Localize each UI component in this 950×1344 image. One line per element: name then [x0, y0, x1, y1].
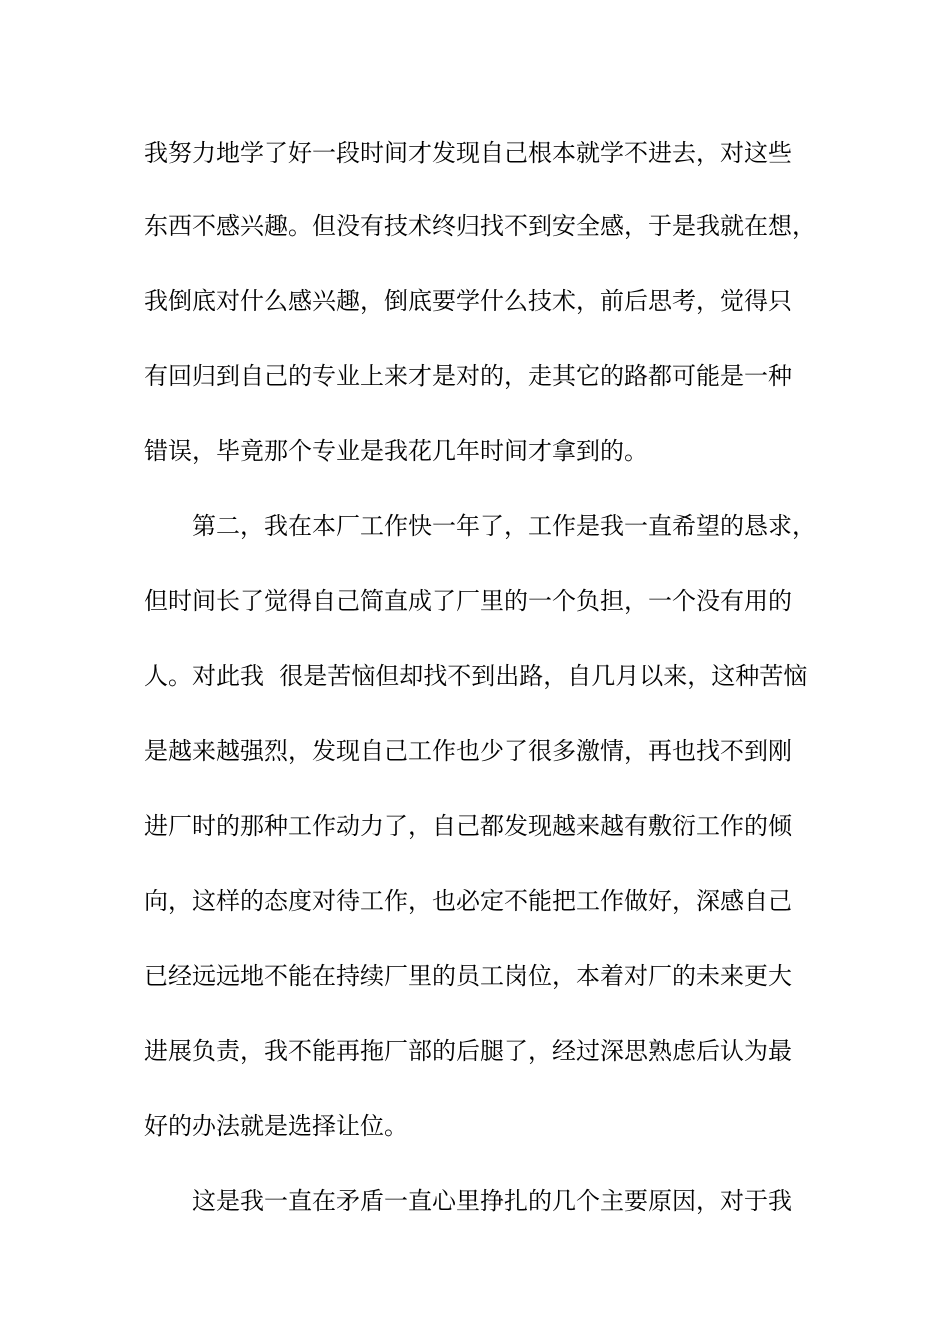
text-line: 但时间长了觉得自己简直成了厂里的一个负担，一个没有用的	[144, 587, 792, 615]
text-line: 这是我一直在矛盾一直心里挣扎的几个主要原因，对于我	[192, 1187, 792, 1215]
text-line: 人。对此我 很是苦恼但却找不到出路，自几月以来，这种苦恼	[144, 662, 808, 690]
text-line: 好的办法就是选择让位。	[144, 1112, 408, 1140]
text-line: 已经远远地不能在持续厂里的员工岗位，本着对厂的未来更大	[144, 962, 792, 990]
text-line: 错误，毕竟那个专业是我花几年时间才拿到的。	[144, 437, 648, 465]
text-line: 进厂时的那种工作动力了，自己都发现越来越有敷衍工作的倾	[144, 812, 792, 840]
text-line: 有回归到自己的专业上来才是对的，走其它的路都可能是一种	[144, 362, 792, 390]
text-line: 我倒底对什么感兴趣，倒底要学什么技术，前后思考，觉得只	[144, 287, 792, 315]
text-line: 进展负责，我不能再拖厂部的后腿了，经过深思熟虑后认为最	[144, 1037, 792, 1065]
text-line: 向，这样的态度对待工作，也必定不能把工作做好，深感自己	[144, 887, 792, 915]
text-line: 是越来越强烈，发现自己工作也少了很多激情，再也找不到刚	[144, 737, 792, 765]
text-line: 东西不感兴趣。但没有技术终归找不到安全感，于是我就在想，	[144, 212, 816, 240]
text-line: 我努力地学了好一段时间才发现自己根本就学不进去，对这些	[144, 139, 792, 167]
text-line: 第二，我在本厂工作快一年了，工作是我一直希望的恳求，	[192, 512, 816, 540]
